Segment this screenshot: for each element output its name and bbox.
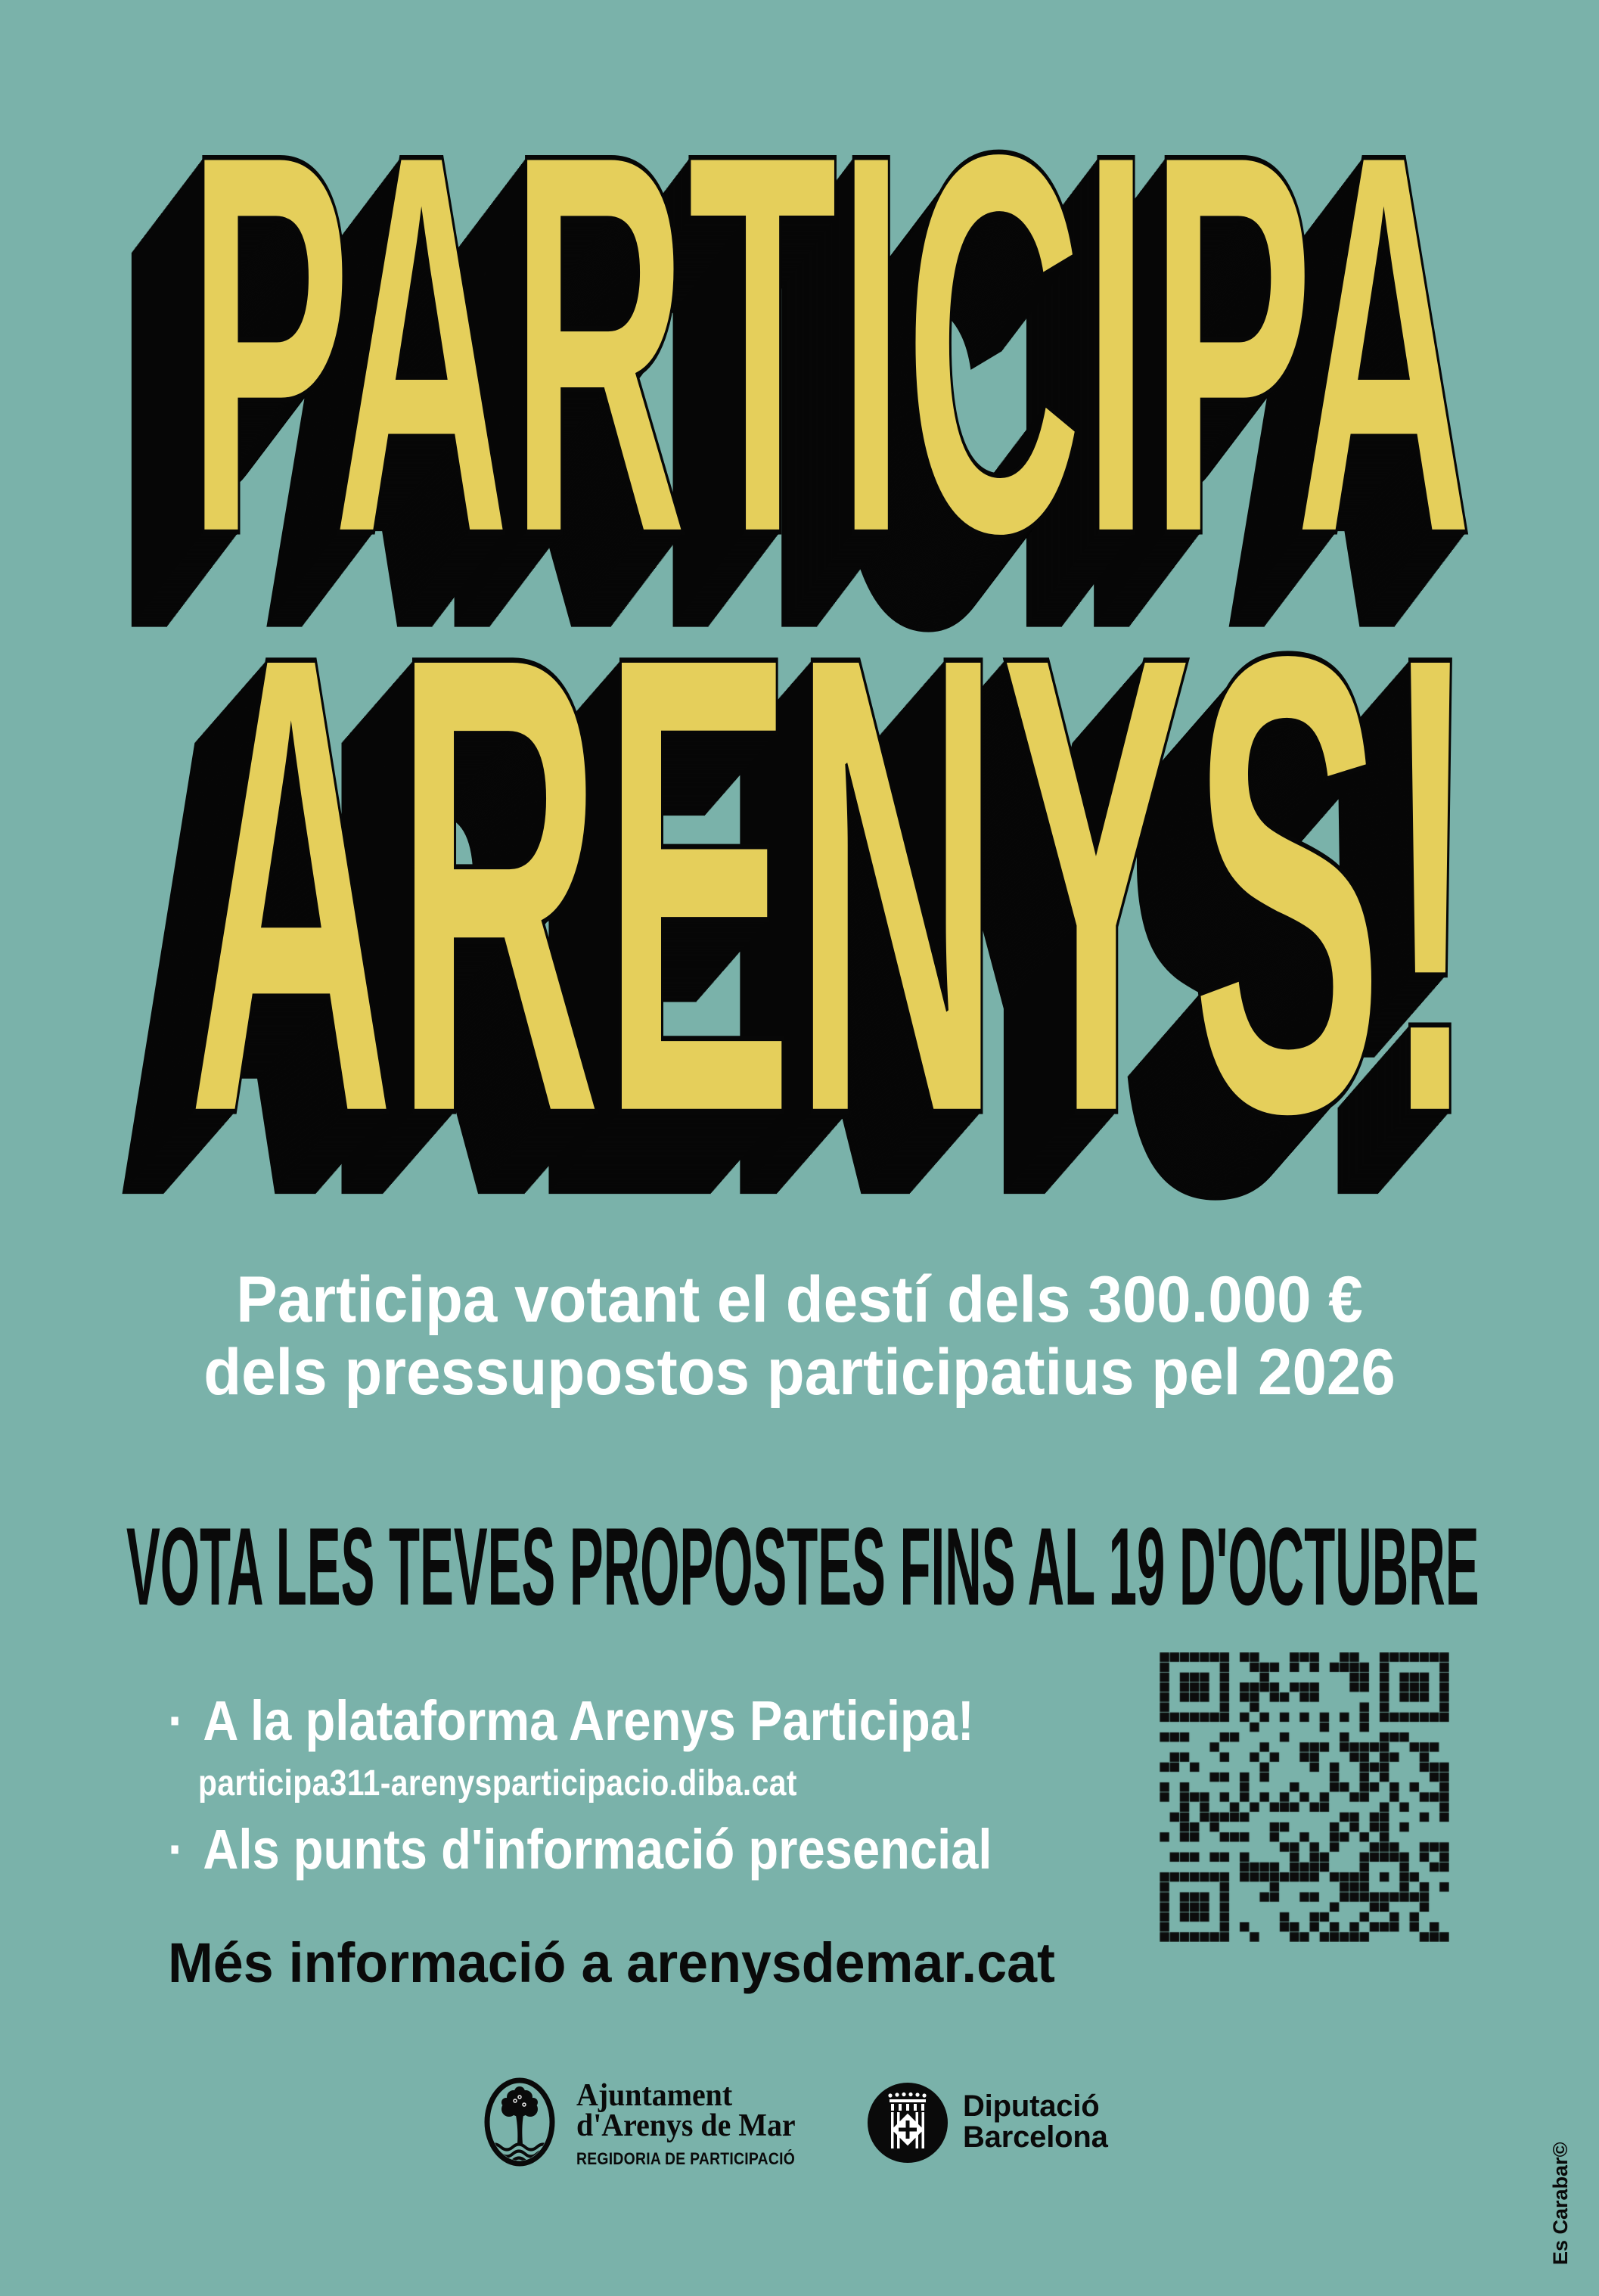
bullet-platform-label: A la plataforma Arenys Participa!	[203, 1689, 974, 1752]
bullet-info-points	[168, 1818, 992, 1881]
title-arenys: ARENYS!	[187, 517, 1477, 1251]
diputacio-barcelona-roundel-icon	[868, 2083, 948, 2163]
bullet-dot: ·	[168, 1818, 185, 1881]
diputacio-name-line2: Barcelona	[963, 2120, 1108, 2154]
diputacio-name	[963, 2091, 1108, 2153]
platform-url: participa311-arenysparticipacio.diba.cat	[198, 1763, 797, 1804]
deadline-headline: VOTA LES TEVES PROPOSTES FINS AL 19 D'OCTUBRE	[126, 1505, 1479, 1628]
more-info-line: Més informació a arenysdemar.cat	[168, 1931, 1055, 1994]
bullet-info-points-label: Als punts d'informació presencial	[203, 1818, 992, 1881]
ajuntament-name	[576, 2080, 796, 2141]
ajuntament-name-line2: d'Arenys de Mar	[576, 2108, 796, 2143]
subtitle	[40, 1263, 1559, 1409]
design-credit: Es Carabar©	[1549, 2142, 1572, 2265]
ajuntament-department: REGIDORIA DE PARTICIPACIÓ	[576, 2149, 796, 2168]
subtitle-line2: dels pressupostos participatius pel 2026	[203, 1336, 1396, 1409]
bullet-platform	[168, 1689, 974, 1752]
title-participa: PARTICIPA	[187, 41, 1473, 649]
qr-code	[1160, 1652, 1449, 1942]
ajuntament-name-line1: Ajuntament	[576, 2078, 733, 2113]
diputacio-name-line1: Diputació	[963, 2089, 1100, 2123]
bullet-dot: ·	[168, 1689, 185, 1752]
subtitle-line1: Participa votant el destí dels 300.000 €	[236, 1263, 1363, 1336]
ajuntament-arenys-seal-icon	[484, 2077, 555, 2167]
